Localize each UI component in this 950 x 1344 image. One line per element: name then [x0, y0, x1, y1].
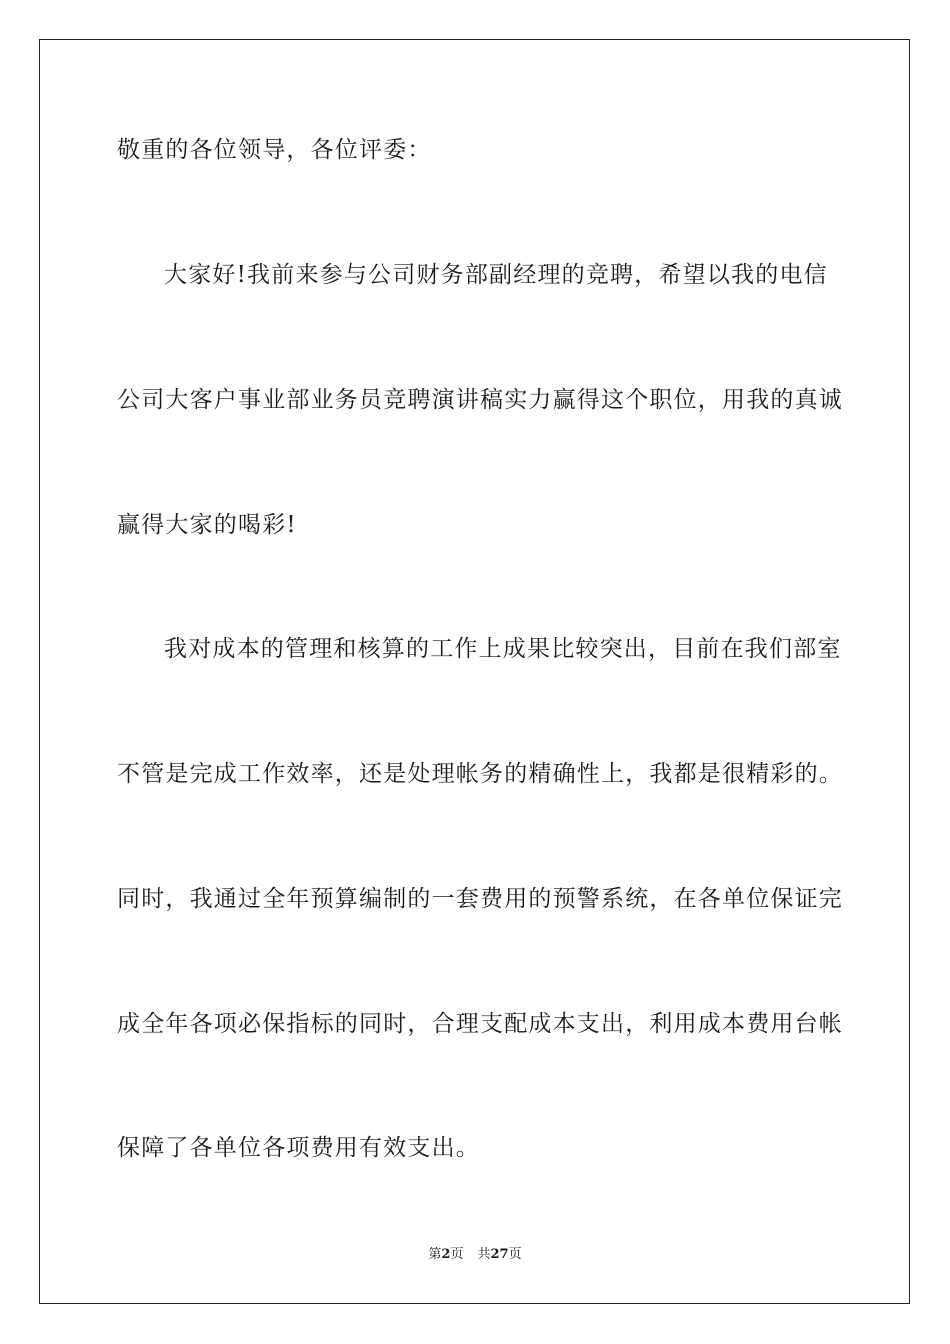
total-pages: 27 — [490, 1247, 509, 1262]
page-border — [39, 39, 910, 1304]
page-footer — [0, 1246, 950, 1264]
paragraph-line: 成全年各项必保指标的同时，合理支配成本支出，利用成本费用台帐 — [117, 1011, 843, 1037]
paragraph-line: 不管是完成工作效率，还是处理帐务的精确性上，我都是很精彩的。 — [117, 761, 843, 787]
total-label-suffix: 页 — [508, 1247, 522, 1262]
page-number: 2 — [441, 1247, 451, 1262]
paragraph-line: 保障了各单位各项费用有效支出。 — [117, 1135, 480, 1161]
paragraph-line: 同时，我通过全年预算编制的一套费用的预警系统，在各单位保证完 — [117, 886, 843, 912]
paragraph-line: 我对成本的管理和核算的工作上成果比较突出，目前在我们部室 — [164, 636, 842, 662]
paragraph-line: 大家好!我前来参与公司财务部副经理的竞聘，希望以我的电信 — [164, 262, 828, 288]
total-label-prefix: 共 — [477, 1247, 491, 1262]
page-label-suffix: 页 — [450, 1247, 464, 1262]
paragraph-line: 公司大客户事业部业务员竞聘演讲稿实力赢得这个职位，用我的真诚 — [117, 387, 843, 413]
salutation-line: 敬重的各位领导，各位评委： — [117, 137, 432, 163]
page-label-prefix: 第 — [428, 1247, 442, 1262]
paragraph-line: 赢得大家的喝彩! — [117, 512, 297, 538]
